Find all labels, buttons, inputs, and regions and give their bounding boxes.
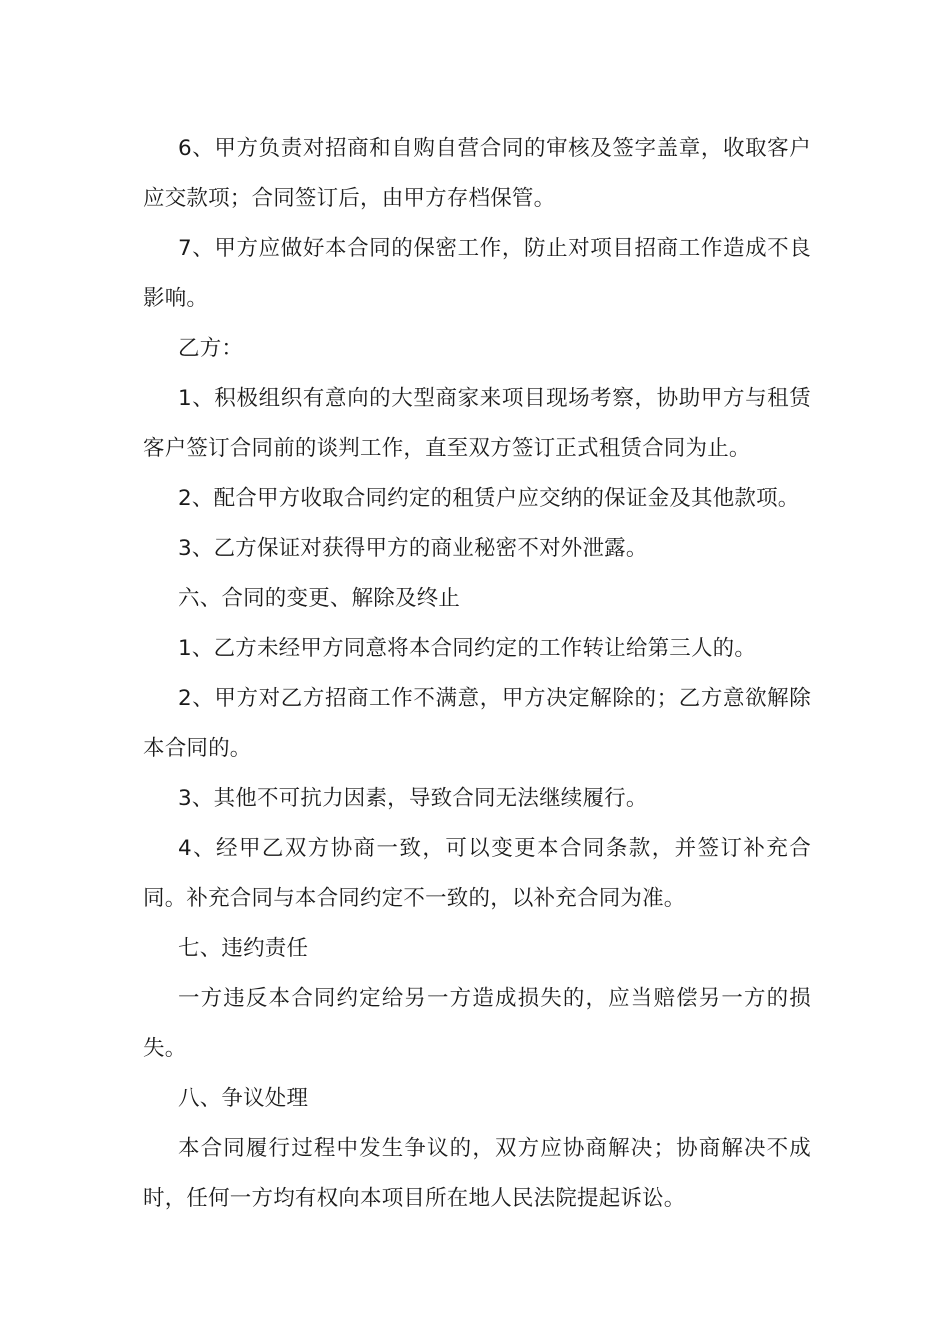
section-7-heading: 七、违约责任 xyxy=(178,936,309,961)
section-6-item-4: 4、经甲乙双方协商一致，可以变更本合同条款，并签订补充合同。补充合同与本合同约定不一致的，以补充合同为准。 xyxy=(143,836,811,911)
clause-1-party-b: 1、积极组织有意向的大型商家来项目现场考察，协助甲方与租赁客户签订合同前的谈判工作，直至双方签订正式租赁合同为止。 xyxy=(143,386,811,461)
clause-3-party-b: 3、乙方保证对获得甲方的商业秘密不对外泄露。 xyxy=(178,536,648,561)
section-8-body: 本合同履行过程中发生争议的，双方应协商解决；协商解决不成时，任何一方均有权向本项目所在地人民法院提起诉讼。 xyxy=(143,1136,811,1211)
document-body xyxy=(143,124,811,1224)
clause-7-party-a: 7、甲方应做好本合同的保密工作，防止对项目招商工作造成不良影响。 xyxy=(143,236,811,311)
section-6-item-1: 1、乙方未经甲方同意将本合同约定的工作转让给第三人的。 xyxy=(178,636,757,661)
party-b-heading: 乙方： xyxy=(178,336,244,361)
section-8-heading: 八、争议处理 xyxy=(178,1086,309,1111)
section-6-item-3: 3、其他不可抗力因素，导致合同无法继续履行。 xyxy=(178,786,648,811)
section-6-heading: 六、合同的变更、解除及终止 xyxy=(178,586,461,611)
section-6-item-2: 2、甲方对乙方招商工作不满意，甲方决定解除的；乙方意欲解除本合同的。 xyxy=(143,686,811,761)
clause-2-party-b: 2、配合甲方收取合同约定的租赁户应交纳的保证金及其他款项。 xyxy=(178,486,800,511)
clause-6-party-a: 6、甲方负责对招商和自购自营合同的审核及签字盖章，收取客户应交款项；合同签订后，由甲方存档保管。 xyxy=(143,136,811,211)
section-7-body: 一方违反本合同约定给另一方造成损失的，应当赔偿另一方的损失。 xyxy=(143,986,811,1061)
